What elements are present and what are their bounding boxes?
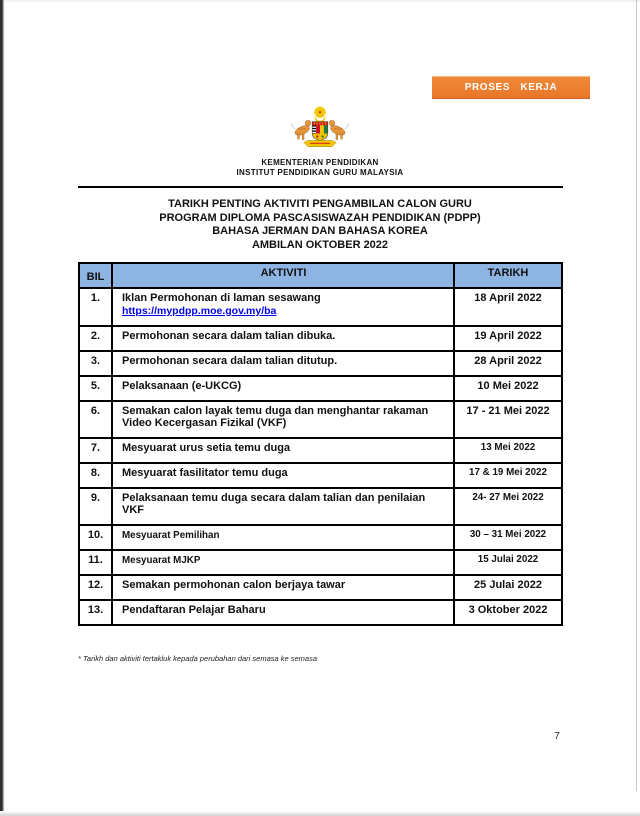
document-title bbox=[0, 198, 640, 252]
row-activity-cell bbox=[113, 551, 455, 574]
page-edge-left bbox=[0, 0, 5, 816]
row-activity-text: Semakan permohonan calon berjaya tawar bbox=[122, 579, 346, 591]
footnote: * Tarikh dan aktiviti tertakluk kepada perubahan dari semasa ke semasa bbox=[78, 654, 318, 663]
table-row bbox=[80, 350, 561, 375]
table-row bbox=[80, 549, 561, 574]
row-activity-cell bbox=[113, 327, 455, 350]
page-edge-bottom bbox=[0, 811, 640, 816]
row-number: 6. bbox=[80, 402, 113, 437]
ministry-name: KEMENTERIAN PENDIDIKAN bbox=[261, 158, 379, 167]
row-date: 13 Mei 2022 bbox=[480, 442, 536, 453]
row-number: 7. bbox=[80, 439, 113, 462]
row-activity-text: Permohonan secara dalam talian ditutup. bbox=[122, 355, 338, 367]
row-activity-cell bbox=[113, 402, 455, 437]
row-number: 1. bbox=[80, 289, 113, 325]
row-activity-text: Pelaksanaan temu duga secara dalam talian dan penilaian VKF bbox=[122, 492, 426, 516]
row-date: 17 - 21 Mei 2022 bbox=[466, 405, 550, 417]
table-row bbox=[80, 487, 561, 524]
table-row bbox=[80, 599, 561, 624]
row-activity-text: Semakan calon layak temu duga dan menghantar rakaman Video Kecergasan Fizikal (VKF) bbox=[122, 405, 429, 429]
row-number: 11. bbox=[80, 551, 113, 574]
column-header-bil: BIL bbox=[80, 264, 113, 287]
table-row bbox=[80, 325, 561, 350]
row-number: 13. bbox=[80, 601, 113, 624]
table-row bbox=[80, 524, 561, 549]
row-activity-cell bbox=[113, 377, 455, 400]
page-number: 7 bbox=[554, 731, 560, 742]
application-portal-link[interactable]: https://mypdpp.moe.gov.my/ba bbox=[122, 305, 277, 317]
row-activity-text: Mesyuarat urus setia temu duga bbox=[122, 442, 291, 454]
table-row bbox=[80, 400, 561, 437]
row-activity-cell bbox=[113, 526, 455, 549]
row-activity-cell bbox=[113, 464, 455, 487]
row-date: 17 & 19 Mei 2022 bbox=[469, 467, 547, 478]
row-date: 19 April 2022 bbox=[474, 330, 542, 342]
activity-schedule-table bbox=[78, 262, 563, 626]
title-line-2: PROGRAM DIPLOMA PASCASISWAZAH PENDIDIKAN (PDPP) bbox=[159, 211, 481, 224]
table-header-row bbox=[80, 264, 561, 287]
row-activity-text: Pendaftaran Pelajar Baharu bbox=[122, 604, 266, 616]
row-activity-cell bbox=[113, 352, 455, 375]
column-header-tarikh: TARIKH bbox=[487, 267, 529, 279]
row-number: 9. bbox=[80, 489, 113, 524]
title-line-1: TARIKH PENTING AKTIVITI PENGAMBILAN CALON GURU bbox=[168, 198, 472, 210]
column-header-aktiviti: AKTIVITI bbox=[113, 264, 455, 287]
row-date: 25 Julai 2022 bbox=[474, 579, 542, 591]
title-line-3: BAHASA JERMAN DAN BAHASA KOREA bbox=[212, 225, 428, 237]
organization-header bbox=[0, 158, 640, 177]
row-date: 28 April 2022 bbox=[474, 355, 542, 367]
row-date: 24- 27 Mei 2022 bbox=[472, 492, 544, 503]
row-number: 12. bbox=[80, 576, 113, 599]
activity-table-body bbox=[80, 287, 561, 624]
row-activity-text: Iklan Permohonan di laman sesawang bbox=[122, 292, 321, 304]
row-activity-cell bbox=[113, 489, 455, 524]
row-number: 10. bbox=[80, 526, 113, 549]
badge-label: PROSES KERJA bbox=[464, 82, 558, 93]
table-row bbox=[80, 287, 561, 325]
row-activity-cell bbox=[113, 439, 455, 462]
row-activity-text: Pelaksanaan (e-UKCG) bbox=[122, 380, 242, 392]
row-number: 3. bbox=[80, 352, 113, 375]
row-date: 30 – 31 Mei 2022 bbox=[469, 529, 547, 540]
table-row bbox=[80, 437, 561, 462]
row-date: 10 Mei 2022 bbox=[477, 380, 539, 392]
table-row bbox=[80, 375, 561, 400]
table-row bbox=[80, 574, 561, 599]
header-divider bbox=[78, 186, 563, 188]
table-row bbox=[80, 462, 561, 487]
row-activity-text: Mesyuarat fasilitator temu duga bbox=[122, 467, 288, 479]
page-edge-right bbox=[636, 0, 637, 791]
page-edge-top bbox=[0, 0, 640, 3]
row-activity-text: Mesyuarat Pemilihan bbox=[122, 530, 220, 541]
institute-name: INSTITUT PENDIDIKAN GURU MALAYSIA bbox=[236, 167, 404, 177]
proses-kerja-badge bbox=[432, 76, 590, 99]
row-activity-cell bbox=[113, 289, 455, 325]
row-number: 2. bbox=[80, 327, 113, 350]
row-number: 8. bbox=[80, 464, 113, 487]
row-activity-text: Permohonan secara dalam talian dibuka. bbox=[122, 330, 336, 342]
row-number: 5. bbox=[80, 377, 113, 400]
row-activity-cell bbox=[113, 576, 455, 599]
row-date: 3 Oktober 2022 bbox=[468, 604, 548, 616]
row-date: 18 April 2022 bbox=[474, 292, 542, 304]
row-activity-text: Mesyuarat MJKP bbox=[122, 555, 201, 566]
row-activity-cell bbox=[113, 601, 455, 624]
title-line-4: AMBILAN OKTOBER 2022 bbox=[251, 238, 389, 251]
malaysia-coat-of-arms-icon bbox=[286, 105, 354, 157]
row-date: 15 Julai 2022 bbox=[477, 554, 539, 565]
